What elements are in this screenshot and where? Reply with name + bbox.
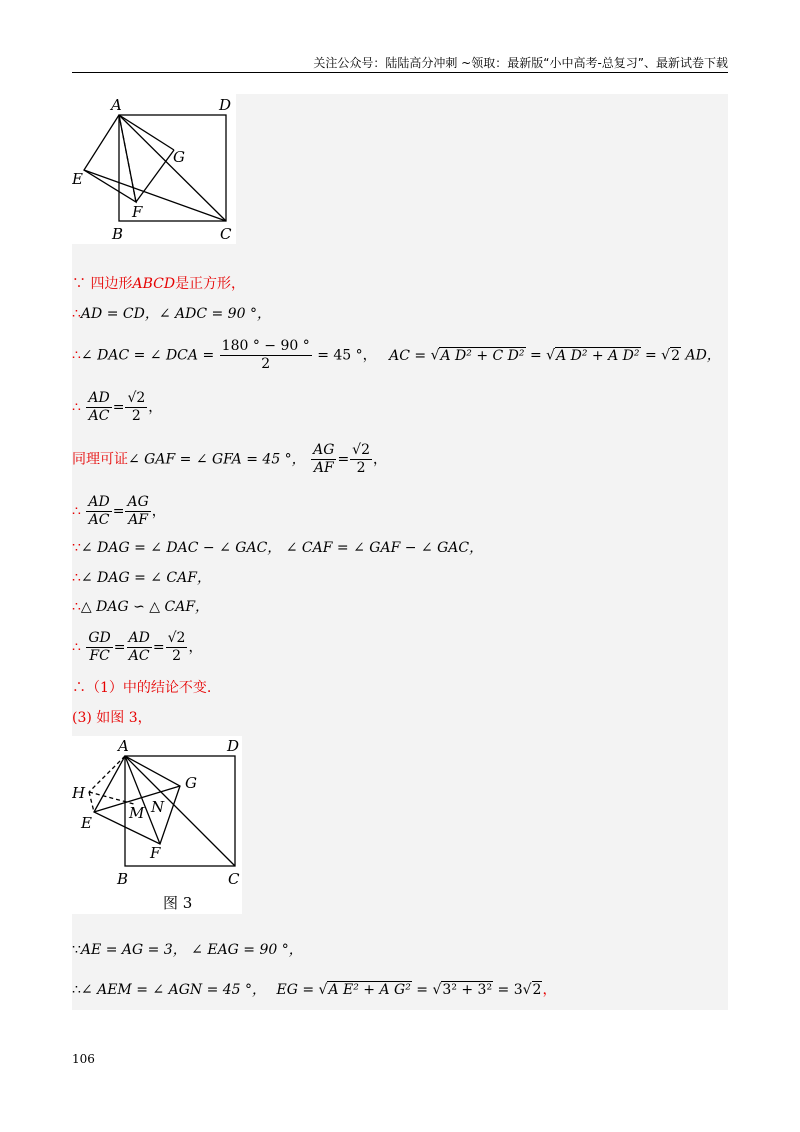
line-ad-equals-cd <box>72 304 271 324</box>
label-e: E <box>72 170 83 188</box>
fraction-root2-over-2: $\frac{√2}{2}$ <box>127 390 146 424</box>
text-ad: AD， <box>685 347 721 364</box>
equals-sign: = <box>152 639 165 656</box>
equation-ae-ag: AE = AG = 3， ∠ EAG = 90 °， <box>80 942 303 958</box>
line-similarly-gaf <box>72 442 387 477</box>
fraction-180-minus-90: $\frac{180 ^\circ - 90 ^\circ}{2}$ <box>221 338 310 372</box>
text-eg-equals: EG = <box>276 982 315 998</box>
text-is-square: 是正方形， <box>175 276 246 292</box>
equation-gaf-gfa: ∠ GAF = ∠ GFA = 45 °， <box>128 451 306 468</box>
figure-1-svg <box>72 94 236 244</box>
equation-dag-caf-equal: ∠ DAG = ∠ CAF， <box>80 570 211 586</box>
therefore-symbol: ∴ <box>72 570 81 586</box>
comma: ， <box>542 982 557 998</box>
label-g: G <box>185 774 197 792</box>
fraction-root2-over-2: $\frac{√2}{2}$ <box>352 442 370 476</box>
fraction-ad-ac: $\frac{AD}{AC}$ <box>128 630 150 664</box>
fraction-gd-fc: $\frac{GD}{FC}$ <box>88 630 111 664</box>
equals-3: = 3 <box>497 982 523 998</box>
label-h: H <box>72 784 86 802</box>
radical-3sq-3sq: 3² + 3² <box>442 982 493 998</box>
header-divider <box>72 72 728 73</box>
label-d: D <box>219 96 232 114</box>
line-part-3 <box>72 708 152 728</box>
therefore-symbol: ∴ <box>72 599 81 615</box>
equals-sign: = <box>113 639 126 656</box>
equals-45: = 45 °， <box>317 347 377 364</box>
label-b: B <box>112 225 124 243</box>
equation-dac-dca: ∠ DAC = ∠ DCA = <box>80 347 215 364</box>
line-angle-dag-caf <box>72 538 483 558</box>
equation-dag-caf: ∠ DAG = ∠ DAC − ∠ GAC， ∠ CAF = ∠ GAF − ∠ GAC， <box>80 540 484 556</box>
comma: ， <box>151 503 166 520</box>
fraction-root2-over-2: $\frac{√2}{2}$ <box>167 630 186 664</box>
therefore-symbol: ∴ <box>72 680 86 696</box>
equals-sign: = <box>112 503 125 520</box>
text-abcd: ABCD <box>132 276 176 292</box>
content-area <box>72 94 728 1010</box>
label-g: G <box>173 148 185 166</box>
radical-2: 2 <box>671 347 680 364</box>
equals-sign: = <box>644 347 657 364</box>
fraction-ag-af: $\frac{AG}{AF}$ <box>127 494 149 528</box>
label-f: F <box>132 203 143 221</box>
therefore-symbol: ∴ <box>72 306 81 322</box>
because-symbol: ∵ <box>72 540 81 556</box>
line-dag-equals-caf <box>72 568 211 588</box>
label-n: N <box>151 798 165 816</box>
comma: ， <box>373 451 387 468</box>
comma: ， <box>188 639 203 656</box>
label-e: E <box>81 814 92 832</box>
line-angle-dac: ∴∠ DAC = ∠ DCA = $\frac{180 ^\circ - 90 ^\circ}{2}$ = 45 °， AC = √A D² + C D² = √A D² + A D² = √2 AD， <box>72 338 721 372</box>
text-similarly-proved: 同理可证 <box>72 451 128 468</box>
because-symbol: ∵ <box>72 276 86 292</box>
line-conclusion-unchanged <box>72 678 211 698</box>
line-gd-over-fc <box>72 630 202 665</box>
figure-3-svg <box>72 736 242 914</box>
text-as-figure-3: (3) 如图 3， <box>72 710 152 726</box>
fraction-ad-ac: $\frac{AD}{AC}$ <box>88 390 110 424</box>
label-d: D <box>227 737 240 755</box>
fraction-ad-ac: $\frac{AD}{AC}$ <box>88 494 110 528</box>
line-ae-ag <box>72 940 303 960</box>
because-symbol: ∵ <box>72 942 81 958</box>
equation-aem-agn: ∠ AEM = ∠ AGN = 45 °， <box>80 982 267 998</box>
fraction-ag-af: $\frac{AG}{AF}$ <box>313 442 335 476</box>
equals-sign: = <box>112 399 125 416</box>
radical-ad2-cd2: A D² + C D² <box>440 347 525 364</box>
page-number: 106 <box>72 1052 95 1066</box>
equation-ad-cd: AD = CD，∠ ADC = 90 °， <box>80 306 271 322</box>
radical-2: 2 <box>532 982 542 998</box>
radical-ae2-ag2: A E² + A G² <box>328 982 411 998</box>
comma: ， <box>148 399 163 416</box>
therefore-symbol: ∴ <box>72 503 81 520</box>
label-a: A <box>111 96 122 114</box>
page-header: 关注公众号：陆陆高分冲刺 ~领取：最新版“小中高考-总复习”、最新试卷下载 <box>313 56 728 70</box>
label-c: C <box>220 225 232 243</box>
label-f: F <box>150 844 161 862</box>
equals-sign: = <box>529 347 542 364</box>
line-triangles-similar <box>72 597 209 617</box>
line-ratio-equal <box>72 494 166 529</box>
therefore-symbol: ∴ <box>72 347 81 364</box>
line-square-statement <box>72 274 245 294</box>
label-a: A <box>118 737 129 755</box>
equals-sign: = <box>337 451 350 468</box>
figure-square-abcd <box>72 94 236 244</box>
equation-similar-triangles: △ DAG ∽ △ CAF， <box>80 599 210 615</box>
text-ac-equals: AC = <box>389 347 427 364</box>
text-conclusion-unchanged: （1）中的结论不变. <box>86 680 212 696</box>
label-b: B <box>117 870 129 888</box>
line-ad-over-ac <box>72 390 162 425</box>
equals-sign: = <box>416 982 429 998</box>
figure-3 <box>72 736 242 914</box>
figure-caption: 图 3 <box>163 894 193 912</box>
therefore-symbol: ∴ <box>72 639 81 656</box>
therefore-symbol: ∴ <box>72 982 81 998</box>
text-quadrilateral: 四边形 <box>86 276 133 292</box>
radical-ad2-ad2: A D² + A D² <box>556 347 640 364</box>
label-c: C <box>228 870 240 888</box>
line-eg: ∴∠ AEM = ∠ AGN = 45 °， EG = √A E² + A G² = √3² + 3² = 3√2， <box>72 982 557 998</box>
therefore-symbol: ∴ <box>72 399 81 416</box>
label-m: M <box>129 804 145 822</box>
